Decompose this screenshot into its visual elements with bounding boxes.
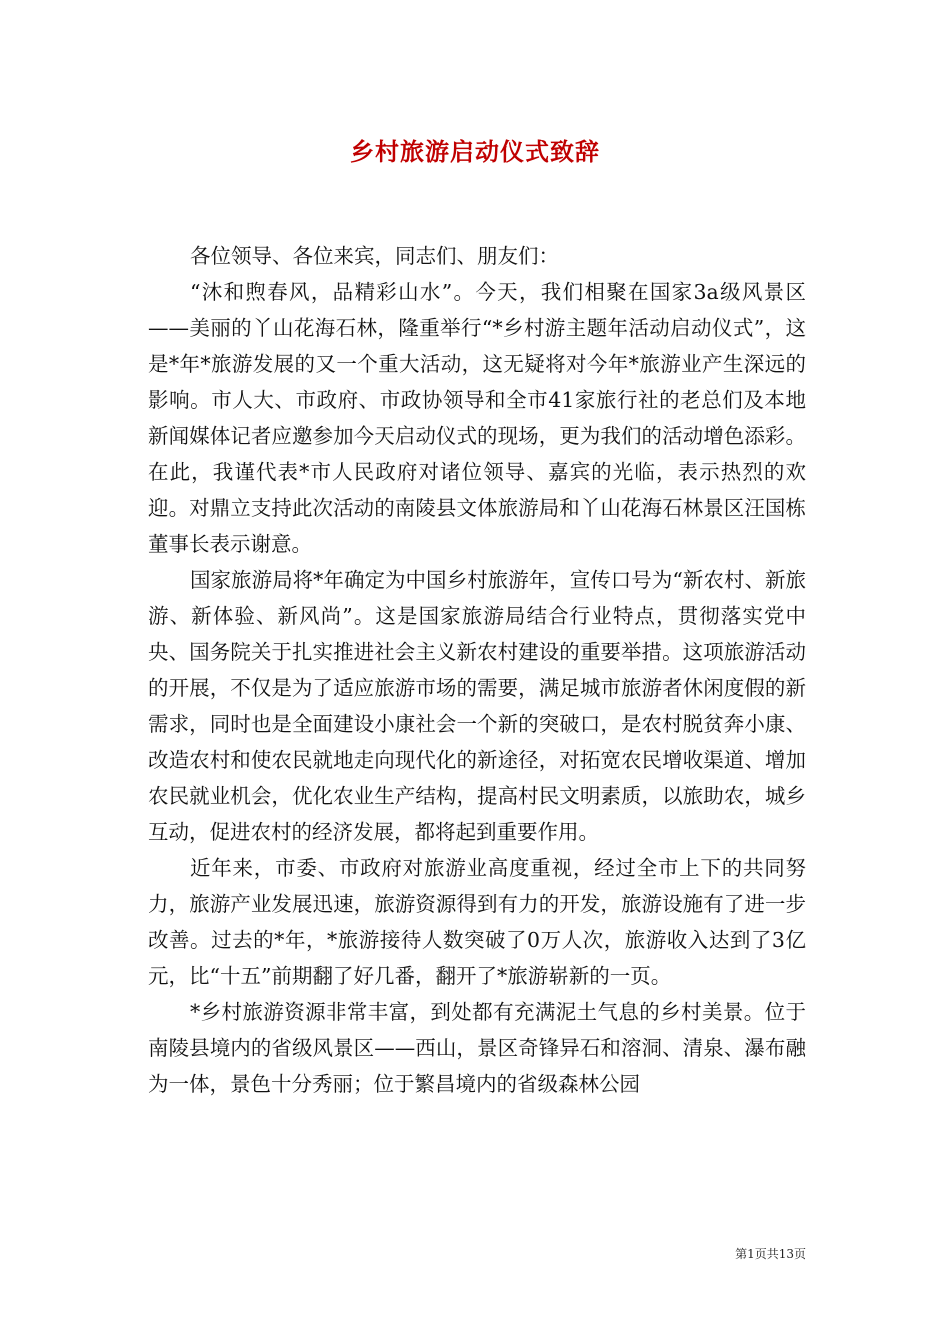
document-title: 乡村旅游启动仪式致辞	[350, 137, 600, 166]
salutation: 各位领导、各位来宾，同志们、朋友们：	[190, 244, 559, 268]
paragraph: “沐和煦春风，品精彩山水”。今天，我们相聚在国家3a级风景区——美丽的丫山花海石林，隆重举行“*乡村游主题年活动启动仪式”，这是*年*旅游发展的又一个重大活动，这无疑将对今年*旅游业产生深远的影响。市人大、市政府、市政协领导和全市41家旅行社的老总们及本地新闻媒体记者应邀参加今天启动仪式的现场，更为我们的活动增色添彩。在此，我谨代表*市人民政府对诸位领导、嘉宾的光临，表示热烈的欢迎。对鼎立支持此次活动的南陵县文体旅游局和丫山花海石林景区汪国栋董事长表示谢意。	[148, 280, 806, 556]
page-number-footer: 第1页共13页	[735, 1247, 806, 1261]
document-body	[148, 238, 806, 1102]
paragraph: *乡村旅游资源非常丰富，到处都有充满泥土气息的乡村美景。位于南陵县境内的省级风景区——西山，景区奇锋异石和溶洞、清泉、瀑布融为一体，景色十分秀丽；位于繁昌境内的省级森林公园	[148, 1000, 806, 1096]
paragraph: 近年来，市委、市政府对旅游业高度重视，经过全市上下的共同努力，旅游产业发展迅速，旅游资源得到有力的开发，旅游设施有了进一步改善。过去的*年，*旅游接待人数突破了0万人次，旅游收入达到了3亿元，比“十五”前期翻了好几番，翻开了*旅游崭新的一页。	[148, 856, 806, 988]
paragraph: 国家旅游局将*年确定为中国乡村旅游年，宣传口号为“新农村、新旅游、新体验、新风尚”。这是国家旅游局结合行业特点，贯彻落实党中央、国务院关于扎实推进社会主义新农村建设的重要举措。这项旅游活动的开展，不仅是为了适应旅游市场的需要，满足城市旅游者休闲度假的新需求，同时也是全面建设小康社会一个新的突破口，是农村脱贫奔小康、改造农村和使农民就地走向现代化的新途径，对拓宽农民增收渠道、增加农民就业机会，优化农业生产结构，提高村民文明素质，以旅助农，城乡互动，促进农村的经济发展，都将起到重要作用。	[148, 568, 806, 844]
